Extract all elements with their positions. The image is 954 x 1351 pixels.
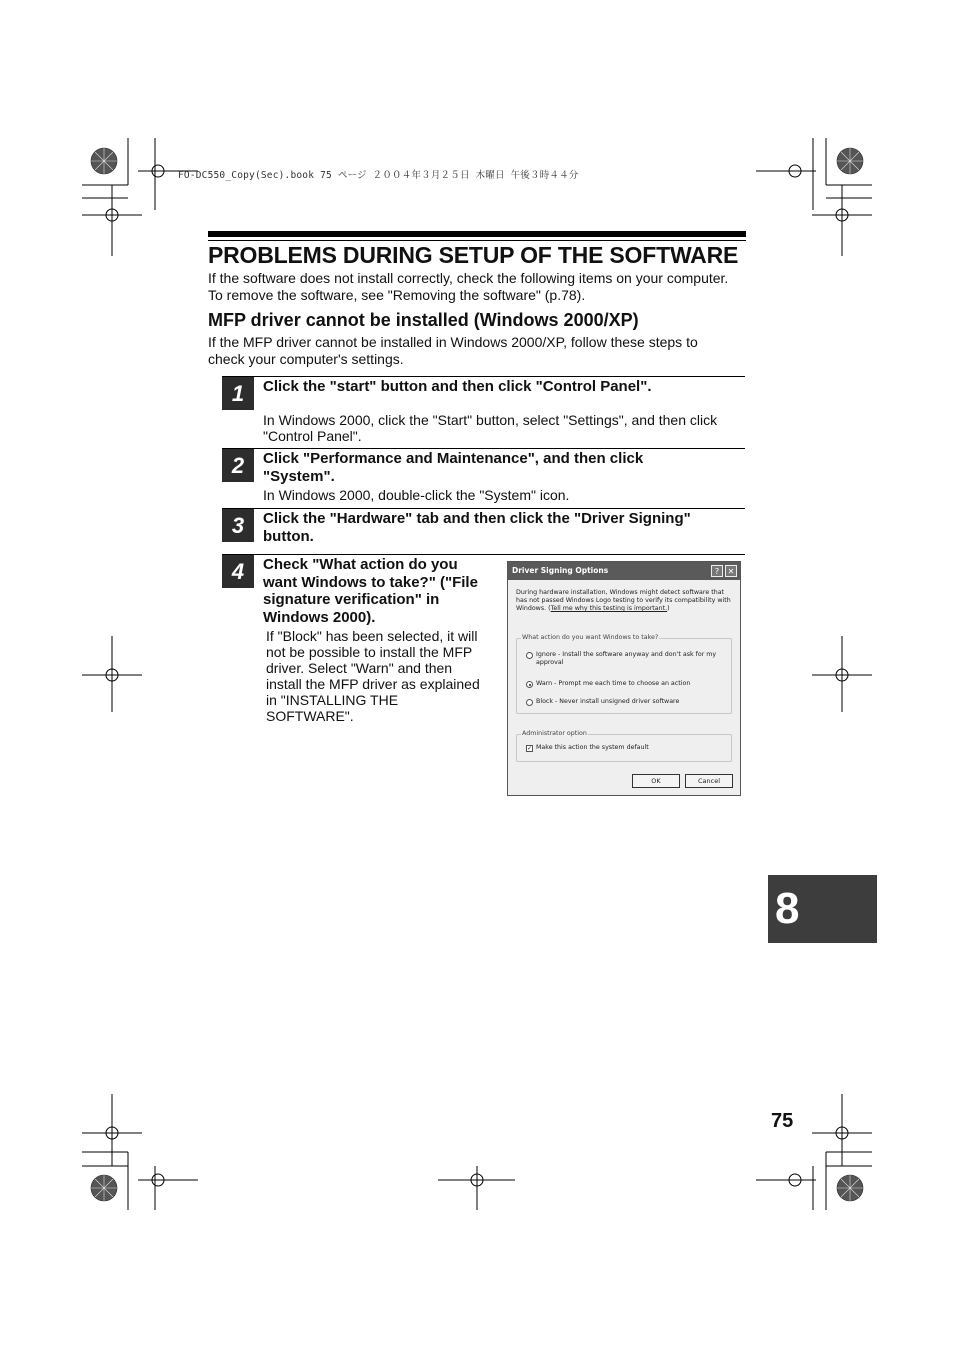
step-instruction-line: Windows 2000). (263, 608, 376, 626)
help-link[interactable]: Tell me why this testing is important. (550, 605, 668, 612)
print-header: FO-DC550_Copy(Sec).book 75 ページ ２００４年３月２５日 木曜日 午後３時４４分 (178, 170, 579, 181)
dialog-message-line: During hardware installation, Windows might detect software that (516, 589, 725, 596)
dialog-message-line: Windows. (Tell me why this testing is important.) (516, 605, 670, 612)
step-instruction-line: Check "What action do you (263, 556, 458, 573)
step-description-line: SOFTWARE". (266, 708, 354, 724)
warn-radio[interactable] (526, 681, 533, 688)
intro-line: If the software does not install correctly, check the following items on your computer. (208, 270, 729, 286)
title-rule (208, 231, 746, 237)
help-button[interactable]: ? (711, 565, 723, 577)
intro-line: To remove the software, see "Removing the software" (p.78). (208, 287, 586, 303)
dialog-title-bar (508, 562, 740, 580)
step-number: 4 (222, 555, 254, 588)
step-description-line: not be possible to install the MFP (266, 644, 473, 660)
step-instruction-line: Click the "start" button and then click "Control Panel". (263, 378, 652, 395)
step-description-line: In Windows 2000, double-click the "System" icon. (263, 487, 570, 503)
page-title: PROBLEMS DURING SETUP OF THE SOFTWARE (208, 242, 739, 268)
page-number: 75 (771, 1110, 794, 1132)
step-instruction (263, 510, 691, 545)
step-description-line: "Control Panel". (263, 428, 362, 444)
warn-label: Warn - Prompt me each time to choose an action (536, 680, 691, 687)
chapter-tab: 8 (768, 875, 877, 943)
dialog-message (516, 589, 738, 613)
step-instruction-line: Click "Performance and Maintenance", and then click (263, 450, 644, 467)
dialog-message-line: has not passed Windows Logo testing to verify its compatibility with (516, 597, 731, 604)
step-divider (222, 376, 745, 377)
step-instruction (263, 556, 478, 626)
block-radio[interactable] (526, 699, 533, 706)
step-instruction-line: Click the "Hardware" tab and then click the "Driver Signing" (263, 510, 691, 527)
step-description (263, 487, 743, 503)
section-intro-line: If the MFP driver cannot be installed in Windows 2000/XP, follow these steps to (208, 334, 698, 350)
step-instruction-line: want Windows to take?" ("File (263, 573, 478, 591)
cancel-button[interactable]: Cancel (685, 774, 733, 788)
step-instruction-line: button. (263, 527, 314, 545)
step-divider (222, 448, 745, 449)
step-divider (222, 554, 745, 555)
step-description-line: If "Block" has been selected, it will (266, 628, 478, 644)
system-default-label: Make this action the system default (536, 744, 649, 751)
title-rule-thin (208, 240, 746, 241)
step-description-line: in "INSTALLING THE (266, 692, 399, 708)
ok-button[interactable]: OK (632, 774, 680, 788)
step-description-line: install the MFP driver as explained (266, 676, 480, 692)
step-description-line: In Windows 2000, click the "Start" button, select "Settings", and then click (263, 412, 718, 428)
step-instruction (263, 450, 643, 485)
step-description (263, 412, 743, 444)
close-button[interactable]: ✕ (725, 565, 737, 577)
step-number: 2 (222, 449, 254, 482)
dialog-title: Driver Signing Options (512, 566, 609, 575)
step-divider (222, 508, 745, 509)
step-instruction (263, 378, 652, 396)
step-description (266, 628, 502, 724)
step-number: 3 (222, 509, 254, 542)
step-number: 1 (222, 377, 254, 410)
step-instruction-line: "System". (263, 467, 335, 485)
section-intro (208, 334, 748, 368)
ignore-label: Ignore - Install the software anyway and don't ask for my approval (536, 651, 717, 666)
step-instruction-line: signature verification" in (263, 591, 440, 608)
admin-group-label: Administrator option (522, 730, 587, 737)
section-title: MFP driver cannot be installed (Windows 2000/XP) (208, 310, 639, 330)
intro-text (208, 270, 753, 304)
driver-signing-dialog (507, 561, 741, 796)
action-group-label: What action do you want Windows to take? (522, 634, 659, 641)
system-default-checkbox[interactable]: ✓ (527, 745, 533, 752)
ignore-radio[interactable] (526, 652, 533, 659)
step-description-line: driver. Select "Warn" and then (266, 660, 453, 676)
section-intro-line: check your computer's settings. (208, 351, 404, 367)
block-label: Block - Never install unsigned driver software (536, 698, 680, 705)
